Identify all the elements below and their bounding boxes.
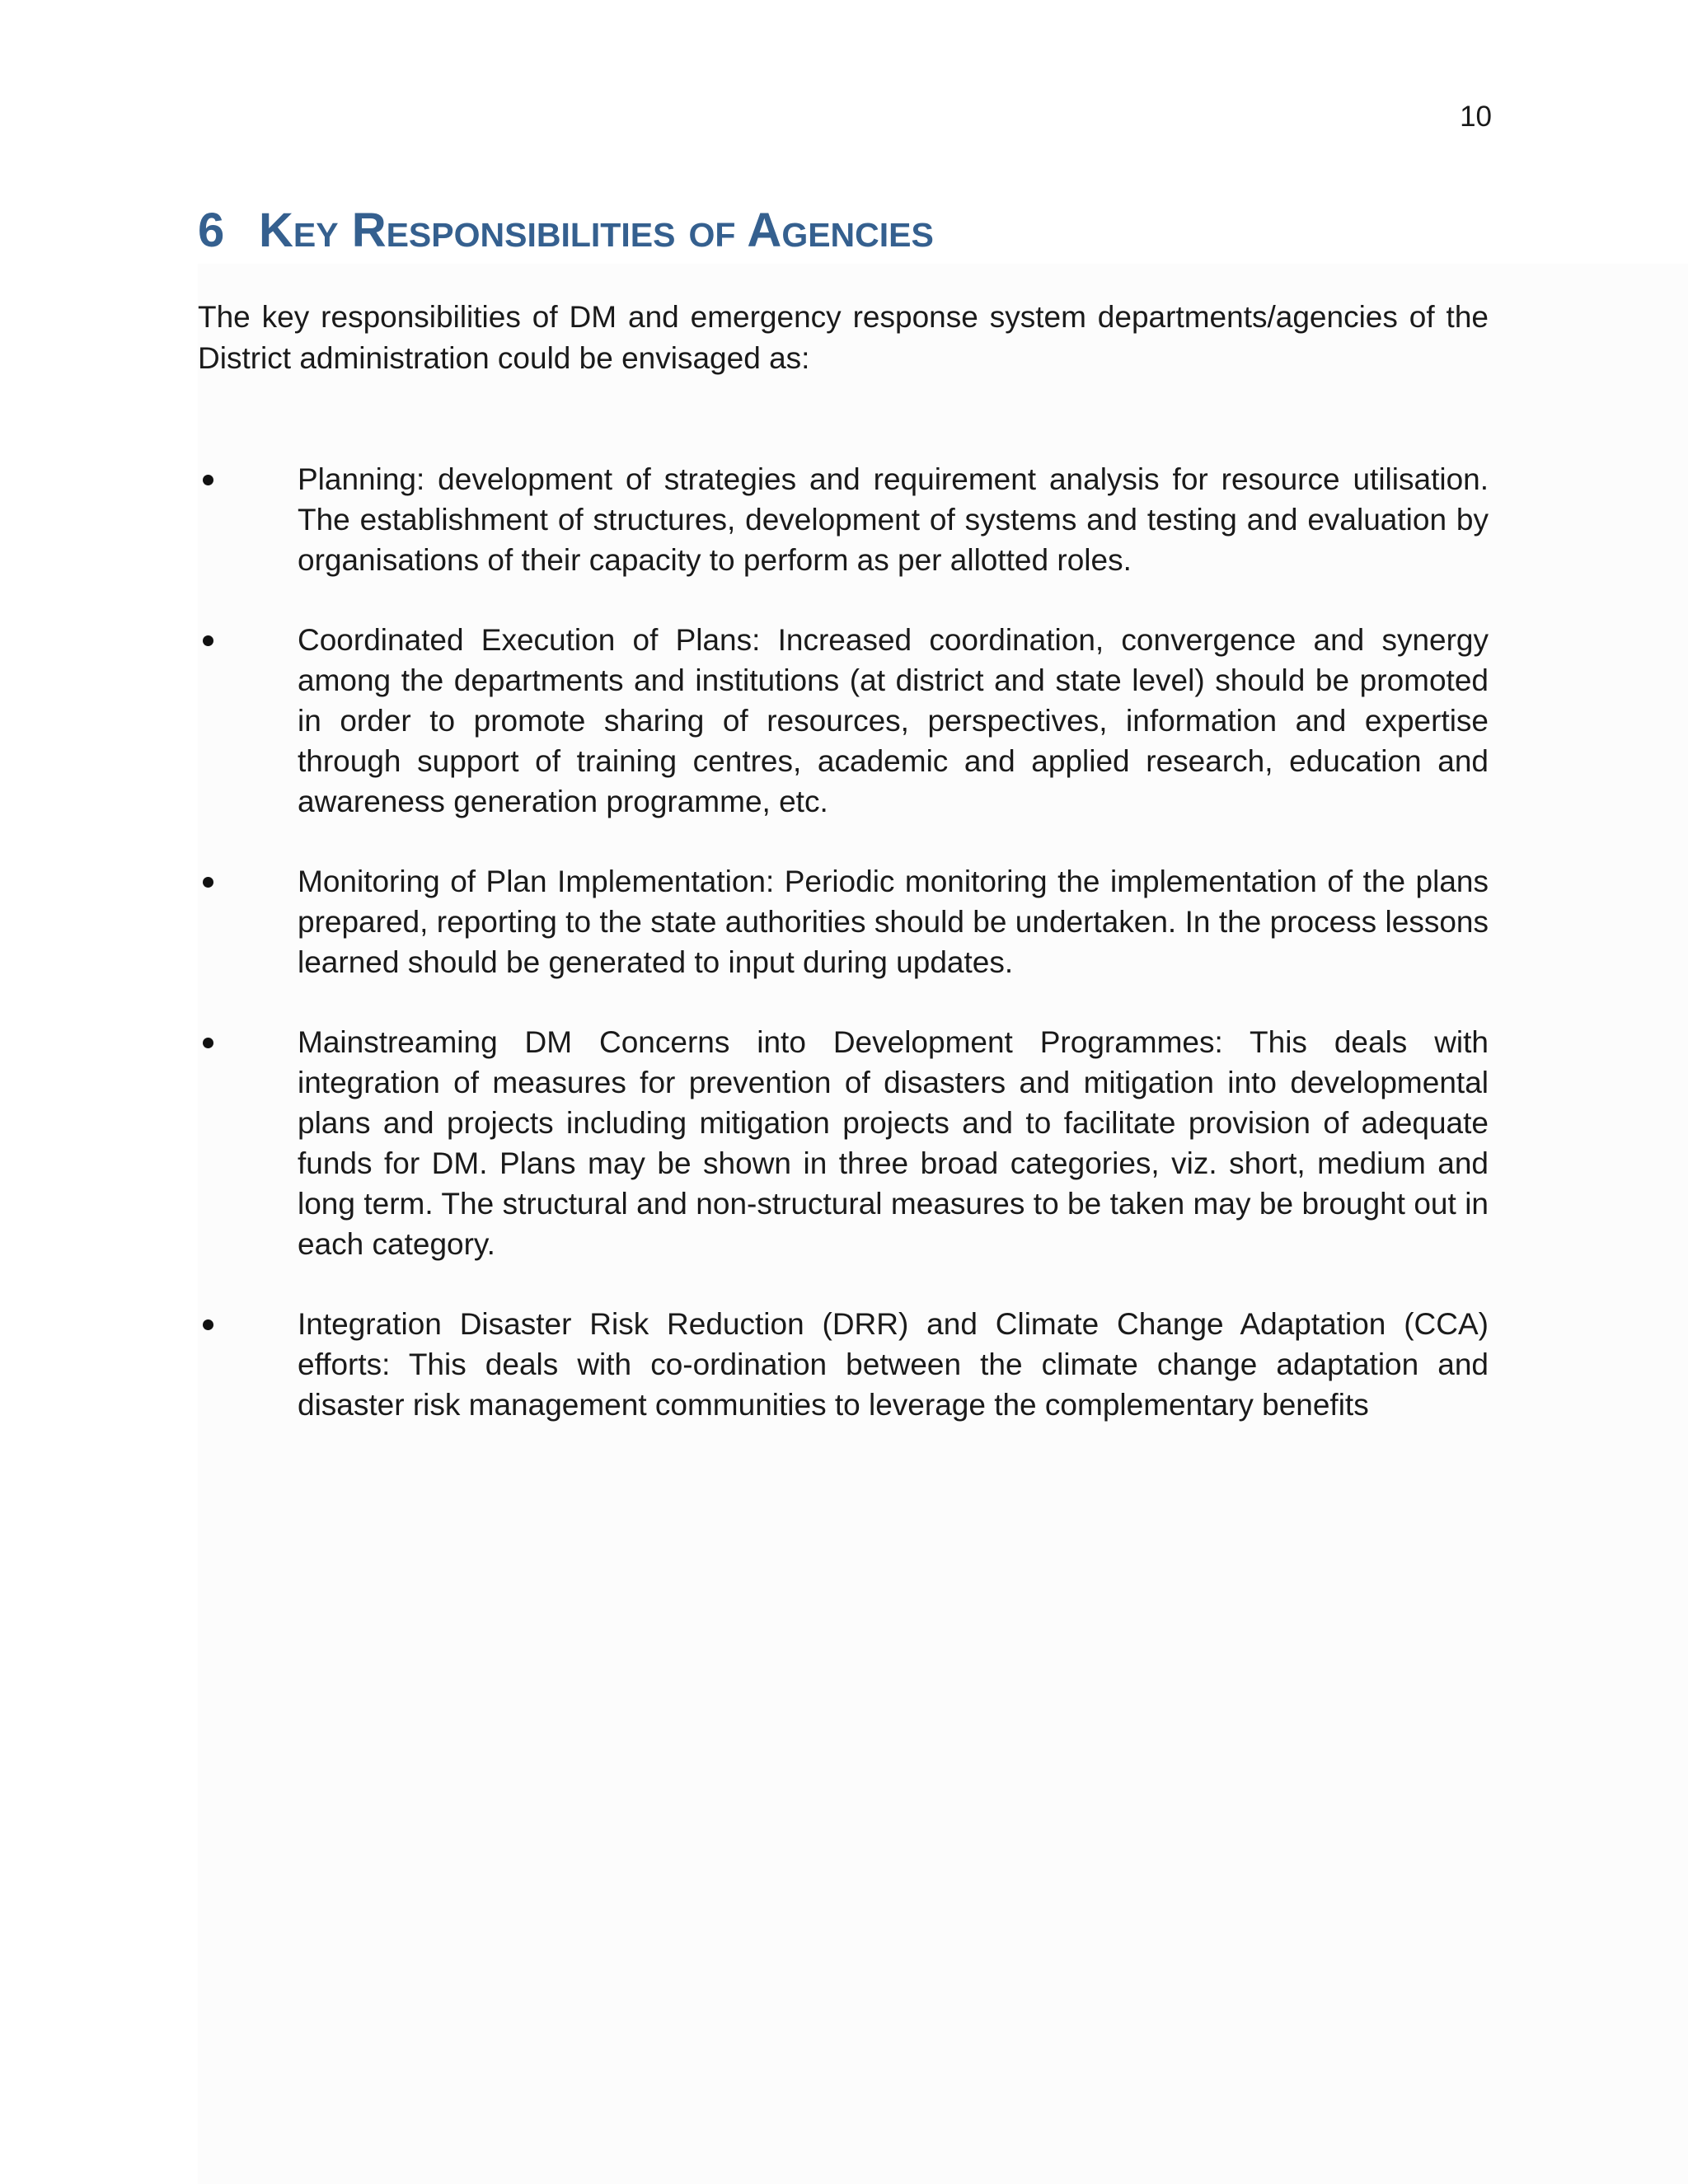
list-item-text: Integration Disaster Risk Reduction (DRR) and Climate Change Adaptation (CCA) efforts: This deals with co-ordination between the climate change adaptation and disaster risk management communities to leverage the complementary benefits [298,1307,1489,1422]
list-item [198,1304,1489,1425]
list-item-text: Monitoring of Plan Implementation: Periodic monitoring the implementation of the plans prepared, reporting to the state authorities should be undertaken. In the process lessons learned should be generated to input during updates. [298,865,1489,979]
list-item-text: Planning: development of strategies and requirement analysis for resource utilisation. The establishment of structures, development of systems and testing and evaluation by organisations of their capacity to perform as per allotted roles. [298,462,1489,577]
bullet-icon [203,635,213,646]
intro-paragraph: The key responsibilities of DM and emergency response system departments/agencies of the District administration could be envisaged as: [198,300,1489,375]
page-number: 10 [1460,101,1492,133]
list-item [198,861,1489,982]
bullet-icon [203,1038,213,1048]
bullet-icon [203,1319,213,1330]
section-number: 6 [198,204,225,257]
list-item [198,459,1489,580]
bullet-icon [203,475,213,485]
section-heading [198,198,1490,264]
list-item-text: Coordinated Execution of Plans: Increased coordination, convergence and synergy among the departments and institutions (at district and state level) should be promoted in order to promote sharing of resources, perspectives, information and expertise through support of training centres, academic and applied research, education and awareness generation programme, etc. [298,623,1489,818]
responsibility-list [198,459,1489,1465]
section-title: Key Responsibilities of Agencies [259,204,934,257]
list-item [198,1022,1489,1264]
list-item-text: Mainstreaming DM Concerns into Development Programmes: This deals with integration of measures for prevention of disasters and mitigation into developmental plans and projects including mitigation projects and to facilitate provision of adequate funds for DM. Plans may be shown in three broad categories, viz. short, medium and long term. The structural and non-structural measures to be taken may be brought out in each category. [298,1025,1489,1261]
bullet-icon [203,877,213,888]
list-item [198,620,1489,822]
